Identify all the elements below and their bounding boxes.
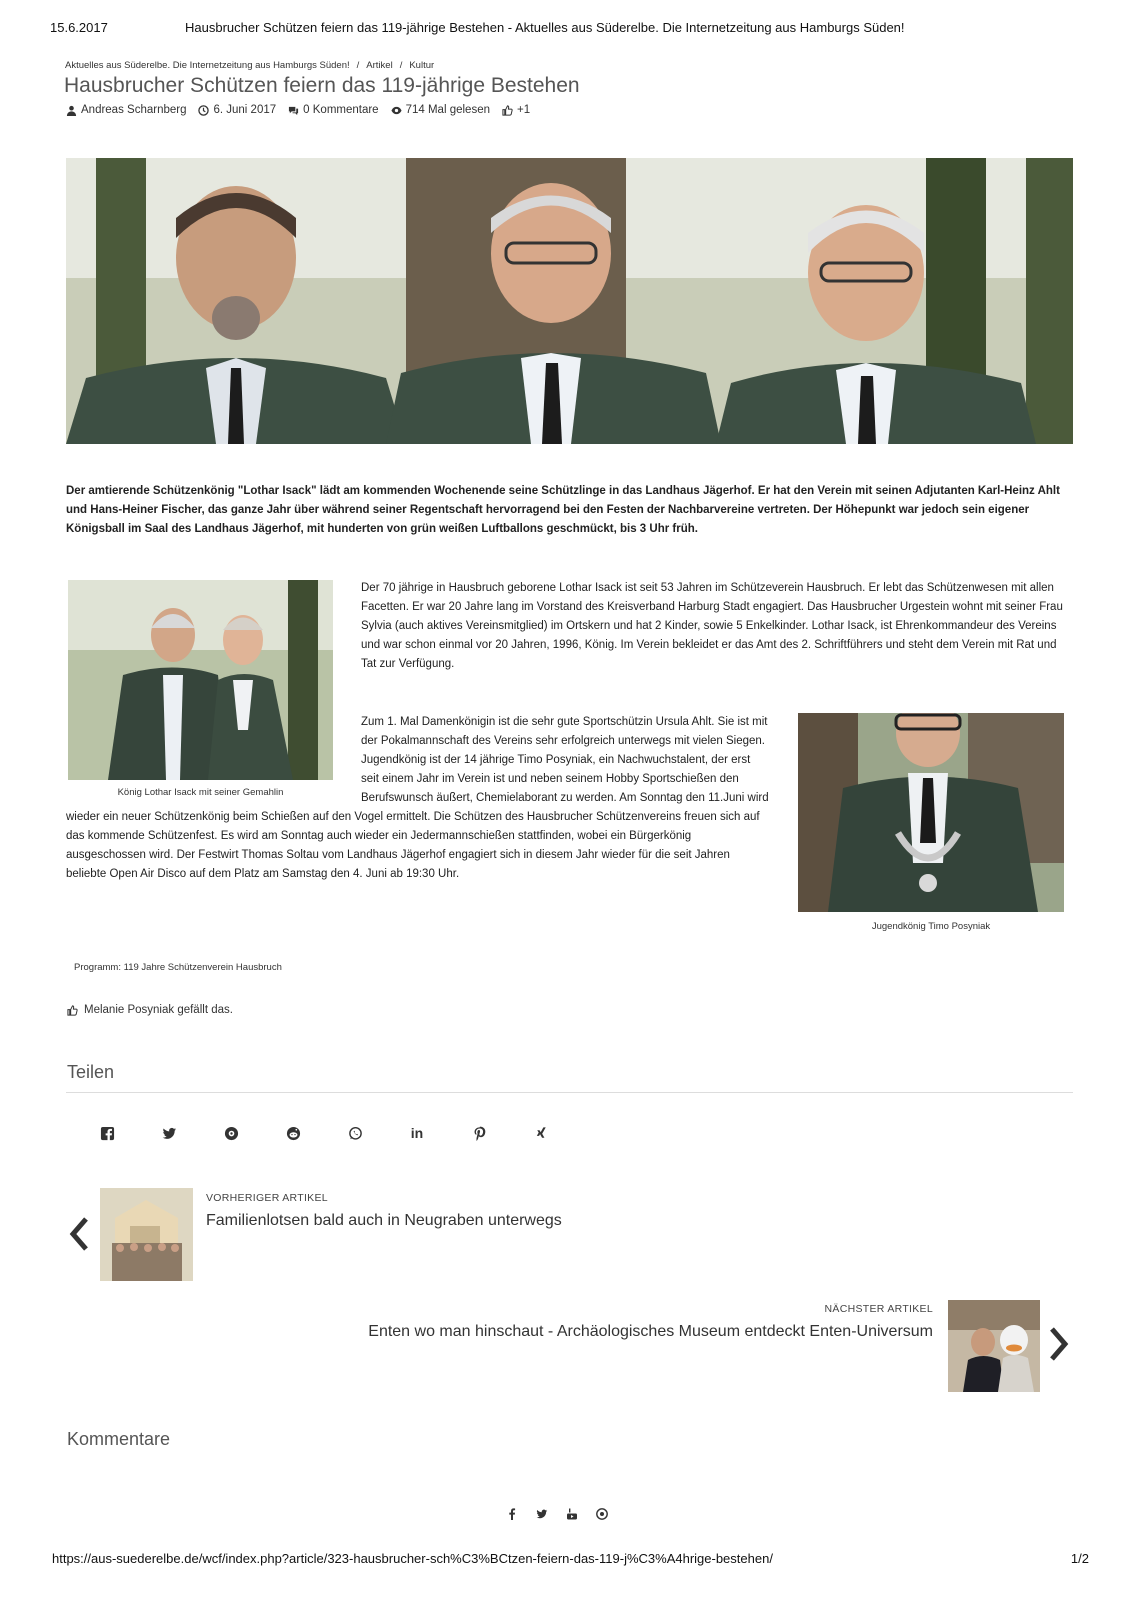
share-buttons: [76, 1122, 572, 1144]
share-pinboard-button[interactable]: [200, 1122, 262, 1144]
photo-caption-left: König Lothar Isack mit seiner Gemahlin: [117, 787, 284, 798]
youtube-icon: [566, 1508, 578, 1520]
facebook-icon: [100, 1126, 115, 1141]
photo-youth-king: [798, 713, 1064, 912]
breadcrumb-home[interactable]: Aktuelles aus Süderelbe. Die Internetzeitung aus Hamburgs Süden!: [65, 60, 350, 71]
chevron-left-icon[interactable]: [68, 1215, 90, 1253]
meta-views: [391, 104, 490, 116]
whatsapp-icon: [348, 1126, 363, 1141]
article-lead: Der amtierende Schützenkönig "Lothar Isack" lädt am kommenden Wochenende seine Schützlinge in das Landhaus Jägerhof. Er hat den Verein mit seinen Adjutanten Karl-Heinz Ahlt und Hans-Heiner Fischer, das ganze Jahr über während seiner Regentschaft hervorragend bei den Festen der Nachbarvereine vertreten. Der Höhepunkt war jedoch sein eigener Königsball im Saal des Landhaus Jägerhof, mit hunderten von grün weißen Luftballons geschmückt, bis 3 Uhr früh.: [66, 485, 1060, 535]
user-icon: [66, 105, 77, 116]
breadcrumb-separator: /: [399, 60, 403, 71]
share-divider: [66, 1092, 1073, 1093]
breadcrumb: [65, 60, 434, 71]
likes-summary: [67, 1004, 233, 1016]
eye-icon: [391, 105, 402, 116]
twitter-icon: [162, 1126, 177, 1141]
comments-heading: Kommentare: [67, 1429, 171, 1449]
chevron-right-icon[interactable]: [1048, 1325, 1070, 1363]
print-date: 15.6.2017: [50, 20, 108, 35]
print-title: Hausbrucher Schützen feiern das 119-jährige Bestehen - Aktuelles aus Süderelbe. Die Internetzeitung aus Hamburgs Süden!: [185, 20, 905, 35]
share-xing-button[interactable]: [510, 1122, 572, 1144]
next-article-thumbnail[interactable]: [948, 1300, 1040, 1392]
thumbs-up-icon: [502, 105, 513, 116]
view-count: 714 Mal gelesen: [405, 104, 490, 116]
share-pinterest-button[interactable]: [448, 1122, 510, 1144]
reddit-icon: [286, 1126, 301, 1141]
print-footer-url: https://aus-suederelbe.de/wcf/index.php?article/323-hausbrucher-sch%C3%BCtzen-feiern-das-119-j%C3%A4hrige-bestehen/: [52, 1551, 773, 1566]
hero-photo: [66, 158, 1073, 444]
program-link[interactable]: Programm: 119 Jahre Schützenverein Hausbruch: [74, 962, 282, 973]
twitter-icon: [536, 1508, 548, 1520]
instagram-icon: [596, 1508, 608, 1520]
breadcrumb-separator: /: [356, 60, 360, 71]
footer-social-links: [505, 1507, 609, 1521]
meta-comments[interactable]: [288, 104, 378, 116]
next-article-label: NÄCHSTER ARTIKEL: [824, 1303, 933, 1315]
article-meta: [66, 104, 530, 116]
footer-instagram-link[interactable]: [595, 1507, 609, 1521]
xing-icon: [534, 1126, 549, 1141]
photo-caption-right: Jugendkönig Timo Posyniak: [871, 921, 991, 932]
pinterest-icon: [472, 1126, 487, 1141]
article-paragraph-2-end: wieder ein neuer Schützenkönig beim Schießen auf den Vogel ermittelt. Die Schützen des Hausbrucher Schützenvereins freuen sich auf das kommende Schützenfest. Es wird am Sonntag auch wieder ein Jedermannschießen stattfinden, wobei ein Bürgerkönig ausgeschossen wird. Der Festwirt Thomas Soltau vom Landhaus Jägerhof engagiert sich in diesem Jahr wieder für die seit Jahren beliebte Open Air Disco auf dem Platz am Samstag den 4. Juni ab 19:30 Uhr.: [66, 811, 760, 880]
like-count: +1: [517, 104, 531, 116]
prev-article-thumbnail[interactable]: [100, 1188, 193, 1281]
footer-facebook-link[interactable]: [505, 1507, 519, 1521]
comments-icon: [288, 105, 299, 116]
share-reddit-button[interactable]: [262, 1122, 324, 1144]
author-name: Andreas Scharnberg: [81, 104, 187, 116]
comment-count: 0 Kommentare: [303, 104, 379, 116]
publish-date: 6. Juni 2017: [213, 104, 277, 116]
likes-text: Melanie Posyniak gefällt das.: [84, 1004, 233, 1016]
meta-likes[interactable]: [502, 104, 530, 116]
share-whatsapp-button[interactable]: [324, 1122, 386, 1144]
prev-article-link[interactable]: Familienlotsen bald auch in Neugraben unterwegs: [206, 1212, 562, 1229]
linkedin-icon: in: [410, 1125, 424, 1141]
photo-king-and-wife: [68, 580, 333, 780]
pinboard-icon: [224, 1126, 239, 1141]
share-facebook-button[interactable]: [76, 1122, 138, 1144]
meta-author[interactable]: [66, 104, 186, 116]
share-linkedin-button[interactable]: [386, 1122, 448, 1144]
prev-article-label: VORHERIGER ARTIKEL: [206, 1192, 328, 1204]
facebook-icon: [506, 1508, 518, 1520]
article-paragraph-1: Der 70 jährige in Hausbruch geborene Lothar Isack ist seit 53 Jahren im Schützeverein Hausbruch. Er lebt das Schützenwesen mit allen Facetten. Er war 20 Jahre lang im Vorstand des Kreisverband Harburg Stadt engagiert. Das Hausbrucher Urgestein wohnt mit seiner Frau Sylvia (auch aktives Vereinsmitglied) im Ortskern und hat 2 Kinder, sowie 5 Enkelkinder. Lothar Isack, ist Ehrenkommandeur des Vereins und war schon einmal vor 20 Jahren, 1996, König. Im Verein bekleidet er das Amt des 2. Schriftführers und steht dem Verein mit Rat und Tat zur Verfügung.: [361, 582, 1063, 670]
footer-youtube-link[interactable]: [565, 1507, 579, 1521]
next-article-link[interactable]: Enten wo man hinschaut - Archäologisches Museum entdeckt Enten-Universum: [368, 1323, 933, 1340]
share-heading: Teilen: [67, 1062, 115, 1082]
footer-twitter-link[interactable]: [535, 1507, 549, 1521]
thumbs-up-icon: [67, 1005, 78, 1016]
breadcrumb-category[interactable]: Kultur: [409, 60, 435, 71]
article-title: Hausbrucher Schützen feiern das 119-jährige Bestehen: [64, 74, 580, 97]
breadcrumb-articles[interactable]: Artikel: [366, 60, 393, 71]
meta-date: [198, 104, 276, 116]
article-paragraph-2-start: Zum 1. Mal Damenkönigin ist die sehr gute Sportschützin Ursula Ahlt. Sie ist mit der Pokalmannschaft des Vereins sehr erfolgreich unterwegs mit vielen Siegen. Jugendkönig ist der 14 jährige Timo Posyniak, ein Nachwuchstalent, der erst seit einem Jahr im Verein ist und neben seinem Hobby Sportschießen den Berufswunsch äußert, Chemielaborant zu werden. Am Sonntag den 11.Juni wird: [361, 716, 769, 804]
share-twitter-button[interactable]: [138, 1122, 200, 1144]
print-page-number: 1/2: [1070, 1551, 1089, 1566]
clock-icon: [198, 105, 209, 116]
